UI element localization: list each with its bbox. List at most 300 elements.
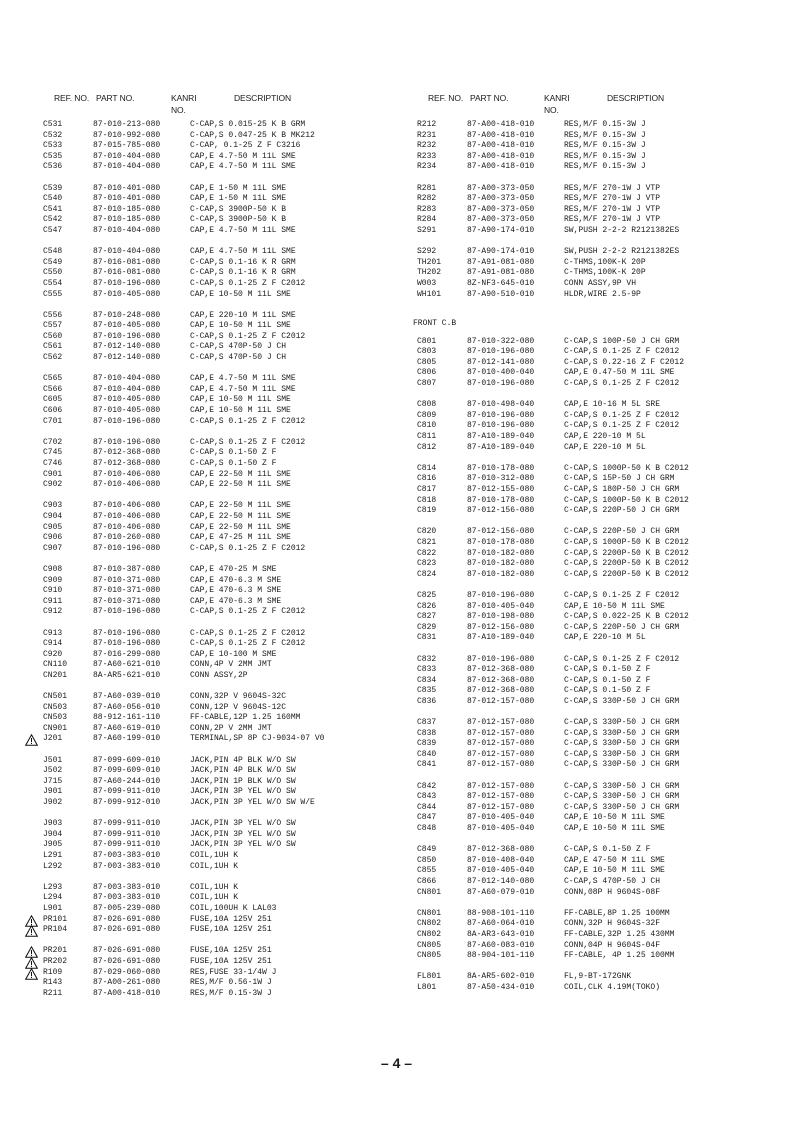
description: C-CAP,S 0.1-16 K R GRM bbox=[190, 257, 296, 267]
ref-no: C839 bbox=[417, 739, 437, 749]
ref-no: C542 bbox=[43, 215, 63, 225]
part-no: 87-A00-418-010 bbox=[467, 141, 535, 151]
table-row bbox=[413, 856, 783, 867]
ref-no: C901 bbox=[43, 469, 63, 479]
part-no: 87-A60-621-010 bbox=[93, 660, 161, 670]
part-no: 87-010-182-080 bbox=[467, 548, 535, 558]
table-row bbox=[413, 845, 783, 856]
description: CAP,E 10-50 M 11L SME bbox=[190, 289, 291, 299]
row-spacer bbox=[40, 427, 400, 438]
table-row bbox=[40, 311, 400, 322]
kanri-no-header: NO. bbox=[171, 105, 186, 115]
table-row bbox=[413, 591, 783, 602]
part-no: 87-099-912-010 bbox=[93, 798, 161, 807]
ref-no: C829 bbox=[417, 622, 437, 632]
description: FUSE,10A 125V 251 bbox=[190, 956, 272, 966]
part-no-header: PART NO. bbox=[470, 93, 509, 103]
description: C-CAP,S 0.1-25 Z F C2012 bbox=[190, 628, 306, 638]
ref-no: C814 bbox=[417, 463, 437, 473]
part-no: 87-026-691-080 bbox=[93, 946, 161, 956]
part-no: 87-010-198-080 bbox=[467, 612, 535, 622]
table-row bbox=[413, 485, 783, 496]
table-row bbox=[413, 559, 783, 570]
description: C-CAP,S 330P-50 J CH GRM bbox=[564, 718, 680, 728]
description: C-CAP,S 220P-50 J CH GRM bbox=[564, 506, 680, 516]
part-no: 87-010-405-080 bbox=[93, 289, 161, 299]
ref-no: C535 bbox=[43, 151, 63, 161]
row-spacer bbox=[413, 707, 783, 718]
ref-no: C912 bbox=[43, 607, 63, 617]
part-no: 87-010-406-080 bbox=[93, 501, 161, 511]
table-row bbox=[413, 464, 783, 475]
description: C-CAP, 0.1-25 Z F C3216 bbox=[190, 141, 301, 151]
ref-no: C566 bbox=[43, 384, 63, 394]
table-row bbox=[413, 131, 783, 142]
safety-warning-icon bbox=[25, 734, 38, 746]
ref-no: C562 bbox=[43, 353, 63, 363]
part-no: 87-010-260-080 bbox=[93, 533, 161, 543]
part-no: 87-A00-418-010 bbox=[467, 162, 535, 172]
part-no: 87-A10-189-040 bbox=[467, 432, 535, 442]
description: C-CAP,S 0.1-50 Z F bbox=[190, 459, 277, 468]
part-no: 87-010-248-080 bbox=[93, 310, 161, 320]
table-row bbox=[413, 665, 783, 676]
table-row bbox=[40, 798, 400, 809]
part-no: 87-010-404-080 bbox=[93, 225, 161, 235]
table-row bbox=[413, 739, 783, 750]
description: CAP,E 1-50 M 11L SME bbox=[190, 183, 287, 193]
table-row bbox=[413, 258, 783, 269]
ref-no: C540 bbox=[43, 194, 63, 204]
table-row bbox=[40, 586, 400, 597]
table-row bbox=[40, 417, 400, 428]
table-row bbox=[40, 279, 400, 290]
description: JACK,PIN 3P YEL W/O SW bbox=[190, 819, 296, 829]
description: JACK,PIN 3P YEL W/O SW bbox=[190, 787, 296, 797]
description: CAP,E 10-50 M 11L SME bbox=[190, 321, 291, 331]
ref-no: C531 bbox=[43, 120, 63, 129]
row-spacer bbox=[413, 237, 783, 248]
description: C-CAP,S 330P-50 J CH GRM bbox=[564, 696, 680, 706]
description: COIL,CLK 4.19M(TOKO) bbox=[564, 982, 661, 992]
table-row bbox=[40, 533, 400, 544]
page-number: – 4 – bbox=[380, 1055, 413, 1071]
part-no: 87-099-911-010 bbox=[93, 787, 161, 797]
ref-no: C820 bbox=[417, 527, 437, 537]
ref-no: C549 bbox=[43, 257, 63, 267]
ref-no: J502 bbox=[43, 766, 63, 776]
ref-no: C555 bbox=[43, 289, 63, 299]
part-no: 87-010-196-080 bbox=[93, 639, 161, 649]
table-row bbox=[413, 120, 783, 131]
description: C-CAP,S 0.1-16 K R GRM bbox=[190, 268, 296, 278]
part-no: 87-A60-083-010 bbox=[467, 940, 535, 950]
ref-no: C701 bbox=[43, 416, 63, 426]
ref-no: PR202 bbox=[43, 956, 68, 966]
description: C-CAP,S 0.1-50 Z F bbox=[564, 845, 651, 855]
ref-no: C812 bbox=[417, 442, 437, 452]
description: C-CAP,S 330P-50 J CH GRM bbox=[564, 802, 680, 812]
table-row bbox=[413, 602, 783, 613]
description: FF-CABLE,8P 1.25 100MM bbox=[564, 908, 670, 918]
part-no: 87-010-322-080 bbox=[467, 336, 535, 346]
part-no: 87-012-368-080 bbox=[467, 686, 535, 696]
description: C-CAP,S 0.1-25 Z F C2012 bbox=[190, 437, 306, 447]
ref-no: C825 bbox=[417, 590, 437, 600]
table-row bbox=[40, 459, 400, 470]
table-row bbox=[40, 734, 400, 745]
part-no: 87-016-299-080 bbox=[93, 649, 161, 659]
ref-no: R212 bbox=[417, 120, 437, 129]
description: CAP,E 4.7-50 M 11L SME bbox=[190, 151, 296, 161]
table-row bbox=[40, 893, 400, 904]
part-no: 8A-AR5-602-010 bbox=[467, 972, 535, 982]
ref-no: J201 bbox=[43, 734, 63, 744]
part-no: 87-010-196-080 bbox=[467, 590, 535, 600]
part-no: 87-012-141-080 bbox=[467, 357, 535, 367]
part-no: 87-010-196-080 bbox=[467, 347, 535, 357]
table-row bbox=[40, 915, 400, 926]
description: RES,M/F 0.15-3W J bbox=[564, 130, 646, 140]
table-row bbox=[413, 792, 783, 803]
description: C-THMS,100K-K 20P bbox=[564, 268, 646, 278]
description: C-CAP,S 470P-50 J CH bbox=[190, 353, 287, 363]
row-spacer bbox=[40, 618, 400, 629]
part-no: 87-A91-081-080 bbox=[467, 268, 535, 278]
ref-no: CN805 bbox=[417, 940, 442, 950]
ref-no: C823 bbox=[417, 559, 437, 569]
left-table-header bbox=[40, 93, 400, 119]
table-row bbox=[413, 152, 783, 163]
table-row bbox=[40, 131, 400, 142]
description: CONN,08P H 9604S-08F bbox=[564, 887, 661, 897]
table-row bbox=[40, 660, 400, 671]
ref-no: C903 bbox=[43, 501, 63, 511]
description: C-THMS,100K-K 20P bbox=[564, 257, 646, 267]
part-no: 87-A60-199-010 bbox=[93, 734, 161, 744]
table-row bbox=[413, 877, 783, 888]
description: CAP,E 10-50 M 11L SME bbox=[564, 866, 665, 876]
table-row bbox=[40, 448, 400, 459]
ref-no: CN901 bbox=[43, 723, 68, 733]
table-row bbox=[413, 813, 783, 824]
ref-no: R232 bbox=[417, 141, 437, 151]
row-spacer bbox=[40, 554, 400, 565]
ref-no: C847 bbox=[417, 813, 437, 823]
description: C-CAP,S 2200P-50 K B C2012 bbox=[564, 559, 689, 569]
part-no: 87-A90-174-010 bbox=[467, 225, 535, 235]
part-no: 87-010-401-080 bbox=[93, 194, 161, 204]
description: C-CAP,S 0.1-25 Z F C2012 bbox=[190, 331, 306, 341]
table-row bbox=[413, 432, 783, 443]
table-row bbox=[40, 978, 400, 989]
description: CONN,32P H 9604S-32F bbox=[564, 919, 661, 929]
table-row bbox=[40, 215, 400, 226]
table-row bbox=[413, 411, 783, 422]
description: CAP,E 470-6.3 M SME bbox=[190, 596, 282, 606]
table-row bbox=[413, 379, 783, 390]
ref-no: CN201 bbox=[43, 670, 68, 680]
table-row bbox=[413, 930, 783, 941]
ref-no: C824 bbox=[417, 569, 437, 579]
table-row bbox=[40, 120, 400, 131]
ref-no: C801 bbox=[417, 336, 437, 346]
description: RES,M/F 0.15-3W J bbox=[190, 988, 272, 998]
description: C-CAP,S 330P-50 J CH GRM bbox=[564, 728, 680, 738]
description: SW,PUSH 2-2-2 R2121382ES bbox=[564, 247, 680, 257]
row-spacer bbox=[40, 237, 400, 248]
description: C-CAP,S 1000P-50 K B C2012 bbox=[564, 495, 689, 505]
description: CAP,E 10-50 M 11L SME bbox=[564, 824, 665, 833]
part-no: 87-010-405-040 bbox=[467, 601, 535, 611]
part-no: 87-A60-244-010 bbox=[93, 776, 161, 786]
table-row bbox=[413, 226, 783, 237]
ref-no: CN802 bbox=[417, 929, 442, 939]
part-no: 87-003-383-010 bbox=[93, 861, 161, 871]
table-row bbox=[40, 247, 400, 258]
table-row bbox=[413, 909, 783, 920]
part-no: 87-010-196-080 bbox=[93, 607, 161, 617]
table-row bbox=[413, 760, 783, 771]
description: CAP,E 4.7-50 M 11L SME bbox=[190, 374, 296, 384]
table-row bbox=[413, 655, 783, 666]
ref-no: C827 bbox=[417, 612, 437, 622]
ref-no: C556 bbox=[43, 310, 63, 320]
table-row bbox=[40, 184, 400, 195]
ref-no: FL801 bbox=[417, 972, 442, 982]
part-no: 87-026-691-080 bbox=[93, 956, 161, 966]
ref-no: C817 bbox=[417, 485, 437, 494]
part-no: 87-010-196-080 bbox=[93, 331, 161, 341]
description: CAP,E 22-50 M 11L SME bbox=[190, 522, 291, 532]
part-no: 87-012-156-080 bbox=[467, 527, 535, 537]
description: CAP,E 22-50 M 11L SME bbox=[190, 511, 291, 521]
table-row bbox=[40, 523, 400, 534]
table-row bbox=[40, 862, 400, 873]
ref-no: TH202 bbox=[417, 268, 442, 278]
part-no: 87-010-312-080 bbox=[467, 474, 535, 484]
table-row bbox=[413, 951, 783, 962]
ref-no: L901 bbox=[43, 903, 63, 913]
ref-no: C906 bbox=[43, 533, 63, 543]
table-row bbox=[40, 946, 400, 957]
table-row bbox=[413, 400, 783, 411]
ref-no: L291 bbox=[43, 850, 63, 860]
description: COIL,1UH K bbox=[190, 861, 239, 871]
part-no: 87-012-157-080 bbox=[467, 728, 535, 738]
part-no: 87-A10-189-040 bbox=[467, 633, 535, 643]
part-no: 87-A60-064-010 bbox=[467, 919, 535, 929]
table-row bbox=[413, 612, 783, 623]
part-no: 87-010-404-080 bbox=[93, 374, 161, 384]
table-row bbox=[40, 374, 400, 385]
description: CONN,32P V 9604S-32C bbox=[190, 692, 287, 702]
ref-no: CN801 bbox=[417, 908, 442, 918]
part-no: 87-010-405-080 bbox=[93, 395, 161, 405]
ref-no: C920 bbox=[43, 649, 63, 659]
ref-no: PR201 bbox=[43, 946, 68, 956]
description: CAP,E 4.7-50 M 11L SME bbox=[190, 162, 296, 172]
safety-warning-icon bbox=[25, 925, 38, 937]
part-no: 87-012-157-080 bbox=[467, 760, 535, 770]
part-no-header: PART NO. bbox=[96, 93, 135, 103]
part-no: 87-010-498-040 bbox=[467, 400, 535, 410]
table-row bbox=[413, 506, 783, 517]
table-row bbox=[40, 501, 400, 512]
ref-no: C541 bbox=[43, 204, 63, 214]
part-no: 87-099-911-010 bbox=[93, 829, 161, 839]
ref-no: C832 bbox=[417, 654, 437, 664]
table-row bbox=[40, 851, 400, 862]
description: CAP,E 22-50 M 11L SME bbox=[190, 480, 291, 490]
ref-no: C539 bbox=[43, 183, 63, 193]
description: JACK,PIN 3P YEL W/O SW bbox=[190, 840, 296, 850]
part-no: 87-003-383-010 bbox=[93, 882, 161, 892]
part-no: 87-A60-619-010 bbox=[93, 723, 161, 733]
description: JACK,PIN 4P BLK W/O SW bbox=[190, 766, 296, 776]
part-no: 87-A00-373-050 bbox=[467, 215, 535, 225]
part-no: 87-010-196-080 bbox=[467, 421, 535, 431]
table-row bbox=[413, 290, 783, 301]
description: FF-CABLE,12P 1.25 160MM bbox=[190, 713, 301, 723]
description: C-CAP,S 0.047-25 K B MK212 bbox=[190, 130, 315, 140]
part-no: 87-010-196-080 bbox=[93, 543, 161, 553]
part-no: 87-010-406-080 bbox=[93, 480, 161, 490]
part-no: 87-A00-373-050 bbox=[467, 194, 535, 204]
table-row bbox=[413, 750, 783, 761]
ref-no: C840 bbox=[417, 749, 437, 759]
ref-no: CN802 bbox=[417, 919, 442, 929]
section-heading: FRONT C.B bbox=[413, 318, 457, 328]
description: C-CAP,S 0.1-50 Z F bbox=[564, 675, 651, 685]
part-no: 87-012-157-080 bbox=[467, 718, 535, 728]
part-no: 87-010-406-080 bbox=[93, 522, 161, 532]
table-row bbox=[413, 268, 783, 279]
ref-no: C842 bbox=[417, 781, 437, 791]
table-row bbox=[40, 830, 400, 841]
part-no: 87-010-196-080 bbox=[93, 628, 161, 638]
table-row bbox=[40, 724, 400, 735]
row-spacer bbox=[413, 962, 783, 973]
description: COIL,1UH K bbox=[190, 850, 239, 860]
ref-no: C836 bbox=[417, 696, 437, 706]
part-no: 87-A90-174-010 bbox=[467, 247, 535, 257]
ref-no: C808 bbox=[417, 400, 437, 410]
description: CAP,E 220-10 M 5L bbox=[564, 442, 646, 452]
row-spacer bbox=[40, 491, 400, 502]
ref-no: C866 bbox=[417, 876, 437, 886]
ref-no: R282 bbox=[417, 194, 437, 204]
ref-no: CN805 bbox=[417, 951, 442, 961]
ref-no: C547 bbox=[43, 225, 63, 235]
ref-no: C902 bbox=[43, 480, 63, 490]
description: C-CAP,S 0.1-25 Z F C2012 bbox=[190, 416, 306, 426]
part-no: 87-015-785-080 bbox=[93, 141, 161, 151]
table-row bbox=[413, 633, 783, 644]
part-no: 87-A10-189-040 bbox=[467, 442, 535, 452]
part-no: 87-010-371-080 bbox=[93, 586, 161, 596]
description: C-CAP,S 2200P-50 K B C2012 bbox=[564, 548, 689, 558]
part-no: 87-099-911-010 bbox=[93, 840, 161, 850]
ref-no: R283 bbox=[417, 204, 437, 214]
table-row bbox=[413, 279, 783, 290]
table-row bbox=[413, 443, 783, 454]
part-no: 87-010-404-080 bbox=[93, 162, 161, 172]
description: CONN,2P V 2MM JMT bbox=[190, 723, 272, 733]
table-row bbox=[413, 782, 783, 793]
description: C-CAP,S 330P-50 J CH GRM bbox=[564, 792, 680, 802]
description: CAP,E 10-50 M 11L SME bbox=[190, 406, 291, 416]
description: CAP,E 220-10 M 11L SME bbox=[190, 310, 296, 320]
part-no: 87-010-405-040 bbox=[467, 813, 535, 823]
table-row bbox=[40, 406, 400, 417]
description: RES,M/F 270-1W J VTP bbox=[564, 194, 661, 204]
table-row bbox=[413, 676, 783, 687]
row-spacer bbox=[413, 898, 783, 909]
description: CAP,E 1-50 M 11L SME bbox=[190, 194, 287, 204]
part-no: 87-010-405-080 bbox=[93, 321, 161, 331]
part-no: 87-005-239-080 bbox=[93, 903, 161, 913]
ref-no: L294 bbox=[43, 893, 63, 903]
table-row bbox=[40, 512, 400, 523]
description: CAP,E 10-50 M 11L SME bbox=[564, 601, 665, 611]
ref-no: R109 bbox=[43, 967, 63, 977]
part-no: 88-908-101-110 bbox=[467, 908, 535, 918]
description: COIL,100UH K LAL03 bbox=[190, 903, 277, 913]
table-row bbox=[40, 989, 400, 1000]
description: CAP,E 10-50 M 11L SME bbox=[190, 395, 291, 405]
table-row bbox=[40, 321, 400, 332]
description: C-CAP,S 0.1-25 Z F C2012 bbox=[190, 639, 306, 649]
part-no: 87-010-182-080 bbox=[467, 569, 535, 579]
table-row bbox=[40, 597, 400, 608]
description: C-CAP,S 330P-50 J CH GRM bbox=[564, 739, 680, 749]
description: COIL,1UH K bbox=[190, 893, 239, 903]
description: C-CAP,S 0.1-25 Z F C2012 bbox=[190, 278, 306, 288]
row-spacer bbox=[40, 364, 400, 375]
description: C-CAP,S 0.1-50 Z F bbox=[564, 686, 651, 696]
ref-no-header: REF. NO. bbox=[428, 93, 464, 103]
part-no: 87-099-609-010 bbox=[93, 755, 161, 765]
part-no: 87-010-178-080 bbox=[467, 537, 535, 547]
part-no: 87-012-157-080 bbox=[467, 792, 535, 802]
ref-no: J715 bbox=[43, 776, 63, 786]
ref-no: C557 bbox=[43, 321, 63, 331]
part-no: 87-010-404-080 bbox=[93, 384, 161, 394]
description: SW,PUSH 2-2-2 R2121382ES bbox=[564, 225, 680, 235]
ref-no: C913 bbox=[43, 628, 63, 638]
part-no: 87-099-911-010 bbox=[93, 819, 161, 829]
description: RES,M/F 270-1W J VTP bbox=[564, 183, 661, 193]
description: CAP,E 10-100 M SME bbox=[190, 649, 277, 659]
table-row bbox=[40, 639, 400, 650]
kanri-header: KANRI bbox=[544, 93, 570, 103]
table-row bbox=[40, 576, 400, 587]
description: C-CAP,S 180P-50 J CH GRM bbox=[564, 485, 680, 494]
ref-no: C554 bbox=[43, 278, 63, 288]
table-row bbox=[413, 570, 783, 581]
table-row bbox=[40, 703, 400, 714]
part-no: 87-012-368-080 bbox=[467, 675, 535, 685]
ref-no: C702 bbox=[43, 437, 63, 447]
table-row bbox=[413, 347, 783, 358]
description: C-CAP,S 470P-50 J CH bbox=[190, 342, 287, 352]
description: FUSE,10A 125V 251 bbox=[190, 925, 272, 935]
table-row bbox=[413, 718, 783, 729]
description: C-CAP,S 0.022-25 K B C2012 bbox=[564, 612, 689, 622]
ref-no: C745 bbox=[43, 448, 63, 458]
ref-no: C849 bbox=[417, 845, 437, 855]
